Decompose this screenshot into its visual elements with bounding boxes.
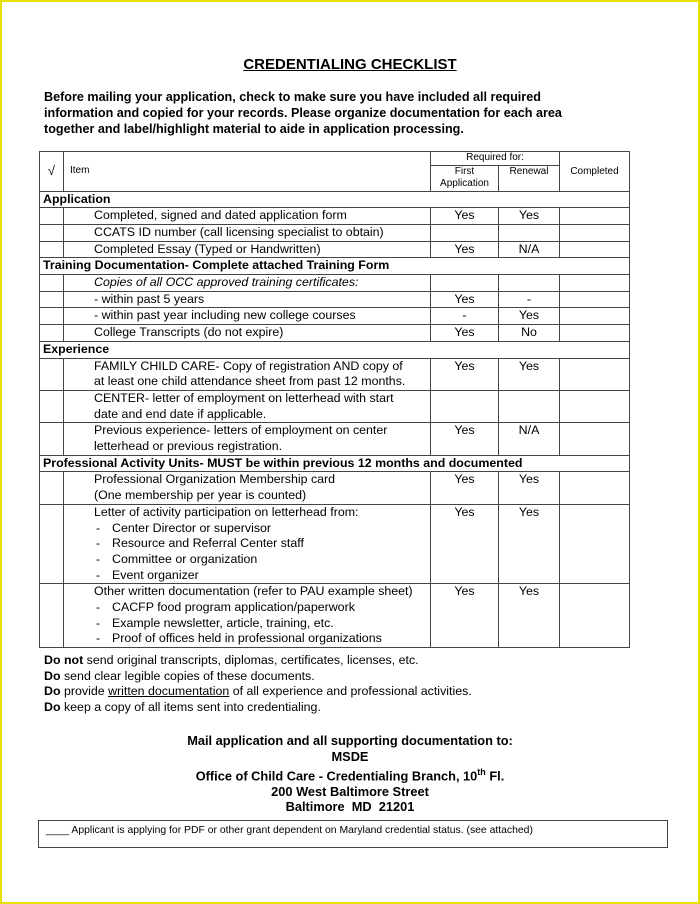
table-row	[40, 423, 630, 455]
check-cell[interactable]	[40, 423, 64, 455]
item-cell: CCATS ID number (call licensing specialist to obtain)	[64, 224, 431, 241]
instruction-keyword: Do	[44, 699, 61, 714]
instruction-text: send original transcripts, diplomas, certificates, licenses, etc.	[83, 653, 419, 667]
mail-office	[0, 765, 700, 784]
completed-cell[interactable]	[560, 358, 630, 390]
check-column-header: √	[40, 152, 64, 192]
renewal-cell	[499, 390, 560, 422]
check-cell[interactable]	[40, 275, 64, 292]
first-app-cell: Yes	[431, 241, 499, 258]
intro-line: together and label/highlight material to aide in application processing.	[44, 122, 464, 136]
section-row	[40, 191, 630, 208]
item-cell	[64, 504, 431, 584]
instruction-line	[44, 653, 472, 669]
section-application: Application	[40, 191, 630, 208]
first-app-cell: Yes	[431, 472, 499, 504]
check-cell[interactable]	[40, 224, 64, 241]
mail-street: 200 West Baltimore Street	[271, 783, 429, 799]
renewal-cell: Yes	[499, 308, 560, 325]
instruction-keyword: Do	[44, 668, 61, 683]
item-cell	[64, 390, 431, 422]
instruction-underlined-text: written documentation	[108, 684, 230, 699]
first-app-cell: Yes	[431, 358, 499, 390]
completed-cell[interactable]	[560, 224, 630, 241]
completed-cell[interactable]	[560, 208, 630, 225]
table-row	[40, 308, 630, 325]
instruction-text: keep a copy of all items sent into credentialing.	[60, 699, 321, 714]
section-experience: Experience	[40, 341, 630, 358]
bullet-item: - Resource and Referral Center staff	[94, 536, 430, 552]
grant-status-text: ____ Applicant is applying for PDF or other grant dependent on Maryland credential status. (see attached)	[46, 825, 533, 836]
table-row	[40, 291, 630, 308]
renewal-cell: N/A	[499, 241, 560, 258]
item-line: date and end date if applicable.	[94, 406, 267, 421]
bullet-item: - Committee or organization	[94, 552, 430, 568]
section-row	[40, 258, 630, 275]
renewal-cell: -	[499, 291, 560, 308]
item-cell: Copies of all OCC approved training certificates:	[64, 275, 431, 292]
instruction-line	[44, 669, 472, 685]
renewal-cell: Yes	[499, 358, 560, 390]
item-line: FAMILY CHILD CARE- Copy of registration AND copy of	[94, 358, 403, 373]
required-for-header: Required for:	[431, 152, 560, 166]
intro-paragraph	[44, 89, 674, 137]
item-column-header: Item	[64, 152, 431, 192]
table-row	[40, 472, 630, 504]
section-training: Training Documentation- Complete attached Training Form	[40, 258, 630, 275]
check-cell[interactable]	[40, 241, 64, 258]
check-cell[interactable]	[40, 291, 64, 308]
first-app-cell	[431, 224, 499, 241]
first-app-cell: Yes	[431, 584, 499, 648]
first-label: First	[454, 165, 475, 177]
completed-column-header: Completed	[560, 152, 630, 192]
first-app-cell: Yes	[431, 504, 499, 584]
item-cell: - within past 5 years	[64, 291, 431, 308]
item-cell: - within past year including new college courses	[64, 308, 431, 325]
first-app-cell	[431, 390, 499, 422]
mail-office-text: Office of Child Care - Credentialing Branch, 10	[195, 767, 478, 783]
instruction-text: send clear legible copies of these documents.	[60, 668, 315, 683]
application-label: Application	[440, 178, 489, 189]
check-cell[interactable]	[40, 472, 64, 504]
item-cell	[64, 472, 431, 504]
instructions-list	[44, 653, 472, 715]
page-title: CREDENTIALING CHECKLIST	[243, 56, 457, 73]
check-cell[interactable]	[40, 358, 64, 390]
table-row	[40, 241, 630, 258]
table-row	[40, 275, 630, 292]
intro-line: Before mailing your application, check to make sure you have included all required	[44, 90, 541, 104]
renewal-cell: Yes	[499, 472, 560, 504]
completed-cell[interactable]	[560, 241, 630, 258]
first-app-cell	[431, 275, 499, 292]
mail-city: Baltimore MD 21201	[285, 799, 415, 815]
completed-cell[interactable]	[560, 504, 630, 584]
check-cell[interactable]	[40, 325, 64, 342]
grant-status-box[interactable]	[38, 820, 668, 848]
first-app-cell: Yes	[431, 208, 499, 225]
completed-cell[interactable]	[560, 325, 630, 342]
instruction-line	[44, 700, 472, 716]
mailing-address	[0, 733, 700, 815]
item-cell	[64, 423, 431, 455]
first-app-cell: Yes	[431, 325, 499, 342]
completed-cell[interactable]	[560, 584, 630, 648]
item-cell: Completed, signed and dated application form	[64, 208, 431, 225]
check-cell[interactable]	[40, 308, 64, 325]
item-cell	[64, 358, 431, 390]
table-row	[40, 584, 630, 648]
renewal-cell: Yes	[499, 504, 560, 584]
first-application-header	[431, 165, 499, 191]
renewal-cell	[499, 224, 560, 241]
bullet-item: - Example newsletter, article, training, etc.	[94, 616, 430, 632]
bullet-item: - Center Director or supervisor	[94, 521, 430, 537]
item-line: letterhead or previous registration.	[94, 439, 283, 454]
completed-cell[interactable]	[560, 472, 630, 504]
check-cell[interactable]	[40, 584, 64, 648]
item-line: Professional Organization Membership card	[94, 472, 336, 487]
bullet-item: - Proof of offices held in professional organizations	[94, 631, 430, 647]
mail-agency: MSDE	[331, 748, 369, 764]
mail-office-sup: th	[477, 766, 486, 777]
item-line: CENTER- letter of employment on letterhead with start	[94, 390, 394, 405]
first-app-cell: Yes	[431, 291, 499, 308]
first-app-cell: -	[431, 308, 499, 325]
first-app-cell: Yes	[431, 423, 499, 455]
completed-cell[interactable]	[560, 291, 630, 308]
renewal-cell	[499, 275, 560, 292]
mail-office-floor: Fl.	[485, 767, 505, 783]
instruction-keyword: Do not	[44, 653, 84, 667]
table-row	[40, 504, 630, 584]
renewal-cell: No	[499, 325, 560, 342]
completed-cell[interactable]	[560, 275, 630, 292]
mail-instruction: Mail application and all supporting documentation to:	[187, 733, 513, 748]
check-cell[interactable]	[40, 390, 64, 422]
bullet-item: - CACFP food program application/paperwork	[94, 600, 430, 616]
section-pau: Professional Activity Units- MUST be within previous 12 months and documented	[40, 455, 630, 472]
completed-cell[interactable]	[560, 390, 630, 422]
table-row	[40, 224, 630, 241]
instruction-line	[44, 684, 472, 700]
bullet-item: - Event organizer	[94, 568, 430, 584]
section-row	[40, 455, 630, 472]
table-header-row	[40, 152, 630, 166]
item-line: Previous experience- letters of employment on center	[94, 423, 388, 438]
renewal-cell: N/A	[499, 423, 560, 455]
checklist-table	[39, 151, 630, 648]
table-row	[40, 325, 630, 342]
instruction-text: provide	[60, 684, 109, 699]
item-line: (One membership per year is counted)	[94, 488, 307, 503]
table-row	[40, 208, 630, 225]
instruction-keyword: Do	[44, 684, 61, 699]
renewal-cell: Yes	[499, 584, 560, 648]
item-cell: Completed Essay (Typed or Handwritten)	[64, 241, 431, 258]
completed-cell[interactable]	[560, 308, 630, 325]
item-cell: College Transcripts (do not expire)	[64, 325, 431, 342]
item-line: at least one child attendance sheet from past 12 months.	[94, 374, 406, 389]
item-line: Letter of activity participation on letterhead from:	[94, 504, 359, 519]
section-row	[40, 341, 630, 358]
renewal-cell: Yes	[499, 208, 560, 225]
check-cell[interactable]	[40, 504, 64, 584]
item-cell	[64, 584, 431, 648]
intro-line: information and copied for your records. Please organize documentation for each area	[44, 106, 562, 120]
table-row	[40, 390, 630, 422]
renewal-column-header: Renewal	[499, 165, 560, 191]
item-line: Other written documentation (refer to PAU example sheet)	[94, 584, 413, 599]
check-cell[interactable]	[40, 208, 64, 225]
table-row	[40, 358, 630, 390]
instruction-text: of all experience and professional activities.	[229, 684, 472, 699]
completed-cell[interactable]	[560, 423, 630, 455]
